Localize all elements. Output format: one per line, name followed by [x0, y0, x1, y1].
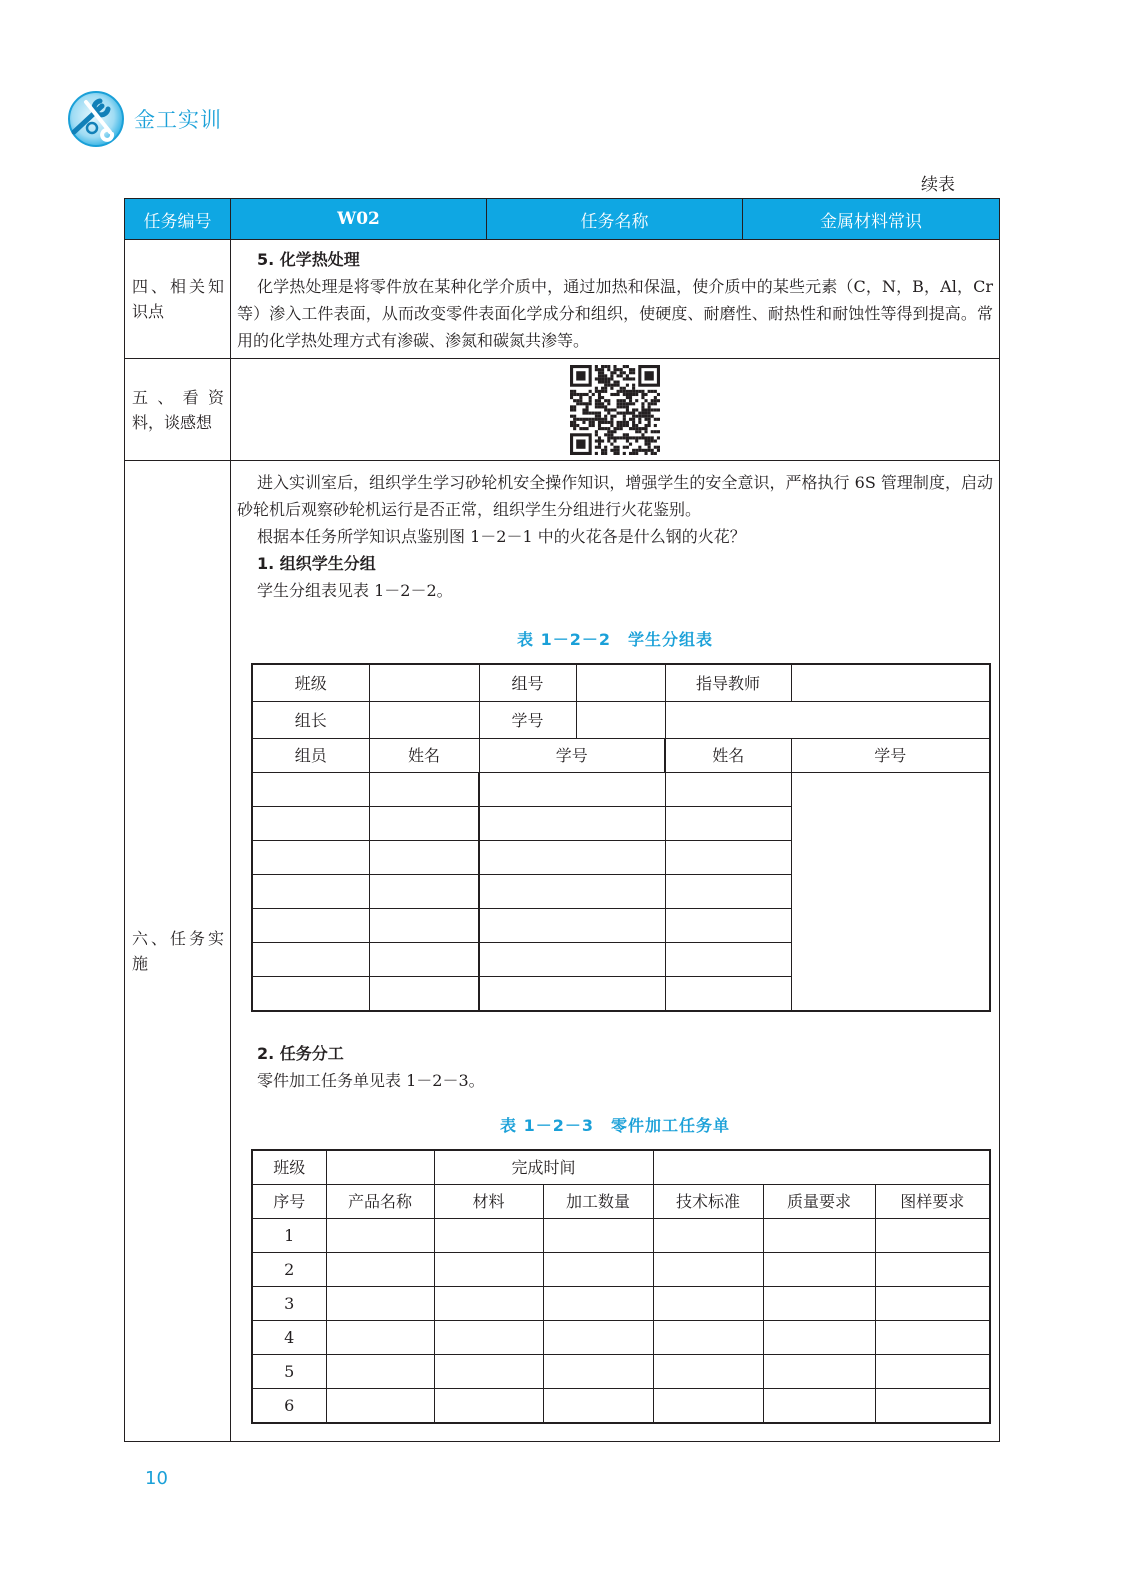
- member-name-header-left: 姓名: [369, 739, 479, 773]
- order-row-number: 3: [252, 1287, 326, 1321]
- order-cell[interactable]: [543, 1389, 653, 1424]
- order-cell[interactable]: [653, 1389, 763, 1424]
- member-cell[interactable]: [665, 773, 791, 807]
- order-cell[interactable]: [763, 1321, 875, 1355]
- section4-heading: 5. 化学热处理: [257, 250, 360, 269]
- member-cell[interactable]: [479, 943, 665, 977]
- member-cell[interactable]: [369, 773, 479, 807]
- order-cell[interactable]: [434, 1321, 543, 1355]
- order-cell[interactable]: [763, 1253, 875, 1287]
- class-field[interactable]: [369, 664, 479, 702]
- order-row-number: 6: [252, 1389, 326, 1424]
- member-cell[interactable]: [479, 875, 665, 909]
- order-cell[interactable]: [434, 1287, 543, 1321]
- member-cell[interactable]: [369, 875, 479, 909]
- order-cell[interactable]: [326, 1355, 434, 1389]
- member-cell[interactable]: [369, 807, 479, 841]
- member-cell[interactable]: [252, 807, 369, 841]
- order-cell[interactable]: [543, 1287, 653, 1321]
- member-cell[interactable]: [479, 841, 665, 875]
- order-cell[interactable]: [653, 1253, 763, 1287]
- order-cell[interactable]: [434, 1389, 543, 1424]
- teacher-label: 指导教师: [665, 664, 791, 702]
- leader-label: 组长: [252, 702, 369, 739]
- group-no-cell[interactable]: [479, 664, 665, 702]
- order-class-field[interactable]: [326, 1150, 434, 1185]
- order-cell[interactable]: [326, 1321, 434, 1355]
- order-cell[interactable]: [875, 1219, 990, 1253]
- order-cell[interactable]: [763, 1219, 875, 1253]
- order-cell[interactable]: [875, 1287, 990, 1321]
- member-cell[interactable]: [479, 977, 665, 1012]
- part-order-table: [251, 1149, 991, 1424]
- finish-time-field[interactable]: [653, 1150, 990, 1185]
- order-column-header: 图样要求: [875, 1185, 990, 1219]
- order-cell[interactable]: [763, 1355, 875, 1389]
- order-row: [252, 1389, 990, 1424]
- member-name-header-right: 姓名: [665, 739, 791, 773]
- task-name-value: 金属材料常识: [743, 199, 1000, 240]
- order-cell[interactable]: [875, 1355, 990, 1389]
- leader-id-label: 学号: [480, 702, 577, 738]
- section4-text: 化学热处理是将零件放在某种化学介质中，通过加热和保温，使介质中的某些元素（C，N，B，Al，Cr 等）渗入工件表面，从而改变零件表面化学成分和组织，使硬度、耐磨性、耐热性和耐蚀性等得到提高。常用的化学热处理方式有渗碳、渗氮和碳氮共渗等。: [237, 277, 993, 350]
- member-cell[interactable]: [252, 977, 369, 1012]
- order-row-number: 5: [252, 1355, 326, 1389]
- member-cell[interactable]: [665, 841, 791, 875]
- section6-content: [231, 461, 1000, 1442]
- order-row: [252, 1253, 990, 1287]
- section-reading: [125, 359, 1000, 461]
- order-cell[interactable]: [653, 1355, 763, 1389]
- member-row: [252, 943, 990, 977]
- wrench-gear-logo-icon: [62, 88, 134, 150]
- task-table-header: [125, 199, 1000, 240]
- group-table-caption: 表 1－2－2 学生分组表: [517, 630, 713, 649]
- member-row: [252, 977, 990, 1012]
- order-column-header: 序号: [252, 1185, 326, 1219]
- order-column-header: 技术标准: [653, 1185, 763, 1219]
- section6-para1: 进入实训室后，组织学生学习砂轮机安全操作知识，增强学生的安全意识，严格执行 6S 管理制度，启动砂轮机后观察砂轮机运行是否正常，组织学生分组进行火花鉴别。: [237, 473, 993, 519]
- task-name-label: 任务名称: [487, 199, 743, 240]
- member-cell[interactable]: [369, 977, 479, 1012]
- book-title: 金工实训: [134, 108, 222, 132]
- order-cell[interactable]: [875, 1253, 990, 1287]
- member-cell[interactable]: [369, 909, 479, 943]
- section6-text2: 零件加工任务单见表 1－2－3。: [257, 1071, 485, 1090]
- order-column-header: 材料: [434, 1185, 543, 1219]
- student-group-table: [251, 663, 991, 1012]
- members-label: 组员: [252, 739, 369, 773]
- order-row: [252, 1219, 990, 1253]
- order-table-caption: 表 1－2－3 零件加工任务单: [500, 1116, 730, 1135]
- member-cell[interactable]: [479, 807, 665, 841]
- section-knowledge: [125, 240, 1000, 359]
- member-row: [252, 909, 990, 943]
- order-row: [252, 1287, 990, 1321]
- leader-id-cell[interactable]: [479, 702, 665, 739]
- leader-field[interactable]: [369, 702, 479, 739]
- member-row: [252, 875, 990, 909]
- section6-para2: 根据本任务所学知识点鉴别图 1－2－1 中的火花各是什么钢的火花？: [257, 527, 746, 546]
- member-cell[interactable]: [665, 807, 791, 841]
- group-no-field[interactable]: [577, 665, 665, 701]
- member-cell[interactable]: [252, 841, 369, 875]
- continued-table-label: 续表: [921, 175, 955, 195]
- order-cell[interactable]: [543, 1355, 653, 1389]
- member-cell[interactable]: [252, 875, 369, 909]
- qr-code-icon[interactable]: [570, 365, 660, 455]
- order-row-number: 1: [252, 1219, 326, 1253]
- section6-text1: 学生分组表见表 1－2－2。: [257, 581, 453, 600]
- order-cell[interactable]: [326, 1219, 434, 1253]
- order-column-header: 加工数量: [543, 1185, 653, 1219]
- class-label: 班级: [252, 664, 369, 702]
- order-cell[interactable]: [434, 1219, 543, 1253]
- task-table: [124, 198, 1000, 1442]
- member-id-header-left: 学号: [479, 739, 665, 773]
- section5-label: 五、看资料，谈感想: [125, 359, 231, 461]
- member-cell[interactable]: [665, 977, 791, 1012]
- order-cell[interactable]: [875, 1321, 990, 1355]
- section4-content: [231, 240, 1000, 359]
- order-cell[interactable]: [434, 1355, 543, 1389]
- teacher-field[interactable]: [791, 664, 990, 702]
- task-no-value: W02: [231, 199, 487, 240]
- member-cell[interactable]: [252, 773, 369, 807]
- section6-label: 六、任务实施: [125, 461, 231, 1442]
- member-cell[interactable]: [665, 909, 791, 943]
- order-cell[interactable]: [763, 1287, 875, 1321]
- member-cell[interactable]: [479, 909, 665, 943]
- order-row-number: 2: [252, 1253, 326, 1287]
- page-number: 10: [145, 1468, 168, 1489]
- section5-content: [231, 359, 1000, 461]
- section6-heading1: 1. 组织学生分组: [257, 554, 376, 573]
- order-cell[interactable]: [543, 1321, 653, 1355]
- member-cell[interactable]: [665, 875, 791, 909]
- order-cell[interactable]: [543, 1253, 653, 1287]
- order-cell[interactable]: [434, 1253, 543, 1287]
- group-no-label: 组号: [480, 665, 577, 701]
- member-cell[interactable]: [369, 841, 479, 875]
- order-class-label: 班级: [252, 1150, 326, 1185]
- leader-id-field[interactable]: [665, 702, 990, 739]
- order-row: [252, 1321, 990, 1355]
- order-row-number: 4: [252, 1321, 326, 1355]
- member-cell[interactable]: [665, 943, 791, 977]
- order-cell[interactable]: [326, 1389, 434, 1424]
- member-row: [252, 807, 990, 841]
- member-row: [252, 841, 990, 875]
- order-cell[interactable]: [543, 1219, 653, 1253]
- task-no-label: 任务编号: [125, 199, 231, 240]
- order-cell[interactable]: [875, 1389, 990, 1424]
- order-cell[interactable]: [763, 1389, 875, 1424]
- order-cell[interactable]: [653, 1321, 763, 1355]
- order-cell[interactable]: [653, 1219, 763, 1253]
- finish-time-label: 完成时间: [434, 1150, 653, 1185]
- member-id-header-right: 学号: [791, 739, 990, 773]
- order-cell[interactable]: [326, 1287, 434, 1321]
- order-cell[interactable]: [326, 1253, 434, 1287]
- order-row: [252, 1355, 990, 1389]
- member-row: [252, 773, 990, 807]
- section6-heading2: 2. 任务分工: [257, 1044, 344, 1063]
- order-column-header: 产品名称: [326, 1185, 434, 1219]
- member-cell[interactable]: [479, 773, 665, 807]
- member-cell[interactable]: [369, 943, 479, 977]
- order-cell[interactable]: [653, 1287, 763, 1321]
- order-column-header: 质量要求: [763, 1185, 875, 1219]
- section-implementation: [125, 461, 1000, 1442]
- member-cell[interactable]: [252, 943, 369, 977]
- member-cell[interactable]: [252, 909, 369, 943]
- section4-label: 四、相关知识点: [125, 240, 231, 359]
